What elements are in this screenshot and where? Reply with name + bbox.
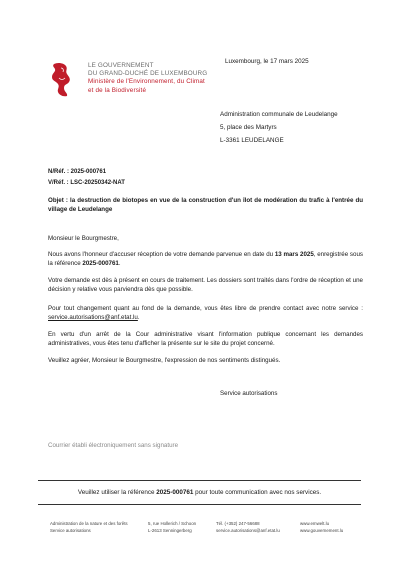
electronic-note: Courrier établi électroniquement sans signature — [48, 442, 179, 449]
subject-label: Objet : — [48, 197, 70, 204]
recipient-address — [220, 108, 338, 147]
government-name — [88, 62, 207, 95]
footer-website-emwelt[interactable]: www.emwelt.lu — [300, 521, 330, 526]
your-reference — [48, 178, 125, 189]
footer-city: L-2613 Senningerberg — [148, 528, 192, 533]
p1-date: 13 mars 2025 — [274, 251, 314, 258]
our-ref-value: 2025-000761 — [70, 169, 107, 175]
reference-reminder-box — [38, 480, 361, 505]
recipient-line-1: Administration communale de Leudelange — [220, 111, 338, 118]
paragraph-3 — [48, 304, 363, 322]
footer-service-name: Service autorisations — [50, 528, 91, 533]
p1-text-b: , enregistrée sous la référence — [48, 251, 363, 267]
our-reference — [48, 167, 125, 178]
letter-subject — [48, 196, 363, 214]
p1-text-a: Nous avons l'honneur d'accuser réception de votre demande parvenue en date du — [48, 251, 275, 258]
recipient-line-2: 5, place des Martyrs — [220, 124, 277, 131]
refbox-after: pour toute communication avec nos services. — [193, 489, 322, 496]
our-ref-label: N/Réf. : — [48, 169, 71, 175]
salutation: Monsieur le Bourgmestre, — [48, 235, 119, 242]
footer-website-gouvernement[interactable]: www.gouvernement.lu — [300, 528, 344, 533]
refbox-reference: 2025-000761 — [156, 489, 194, 496]
p3-text-b: . — [137, 314, 140, 321]
footer-email-link[interactable]: service.autorisations@anf.etat.lu — [216, 528, 280, 533]
footer-admin-name: Administration de la nature et des forêts — [50, 521, 128, 526]
refbox-before: Veuillez utiliser la référence — [77, 489, 157, 496]
footer-administration — [50, 520, 128, 534]
paragraph-2: Votre demande est dès à présent en cours de traitement. Les dossiers sont traités dans l'ordre de réception et une décision y relative vous parviendra dès que possible. — [48, 277, 363, 293]
your-ref-label: V/Réf. : — [48, 180, 71, 186]
paragraph-1 — [48, 250, 363, 268]
footer-street: 5, rue Hollerich / Schoon — [148, 521, 197, 526]
lion-icon — [50, 62, 72, 98]
your-ref-value: LSC-20250342-NAT — [70, 180, 125, 186]
p1-text-c: . — [118, 260, 121, 267]
letter-date: Luxembourg, le 17 mars 2025 — [225, 58, 309, 65]
government-logo — [50, 62, 210, 102]
signature-service: Service autorisations — [220, 390, 278, 397]
subject-text: la destruction de biotopes en vue de la construction d'un îlot de modération du trafic à l'entrée du village de Leudelange — [48, 197, 364, 213]
footer-address — [148, 520, 196, 534]
paragraph-4: En vertu d'un arrêt de la Cour administrative visant l'information publique concernant les demandes administratives, vous êtes tenu d'afficher la présente sur le site du projet concerné. — [48, 331, 363, 347]
closing-formula: Veuillez agréer, Monsieur le Bourgmestre, l'expression de nos sentiments distingués. — [48, 357, 281, 364]
footer-contact — [216, 520, 280, 534]
ministry-line-1: Ministère de l'Environnement, du Climat — [88, 78, 205, 86]
footer-phone: Tél. (+352) 247-56688 — [216, 521, 260, 526]
gov-line-2: DU GRAND-DUCHÉ DE LUXEMBOURG — [88, 70, 208, 78]
p1-reference: 2025-000761 — [82, 260, 119, 267]
gov-line-1: LE GOUVERNEMENT — [88, 62, 154, 69]
service-email-link[interactable]: service.autorisations@anf.etat.lu — [48, 314, 138, 321]
references — [48, 167, 125, 189]
ministry-line-2: et de la Biodiversité — [88, 86, 147, 94]
footer-websites — [300, 520, 343, 534]
recipient-line-3: L-3361 LEUDELANGE — [220, 137, 284, 144]
p3-text-a: Pour tout changement quant au fond de la demande, vous êtes libre de prendre contact avec notre service : — [48, 305, 363, 312]
